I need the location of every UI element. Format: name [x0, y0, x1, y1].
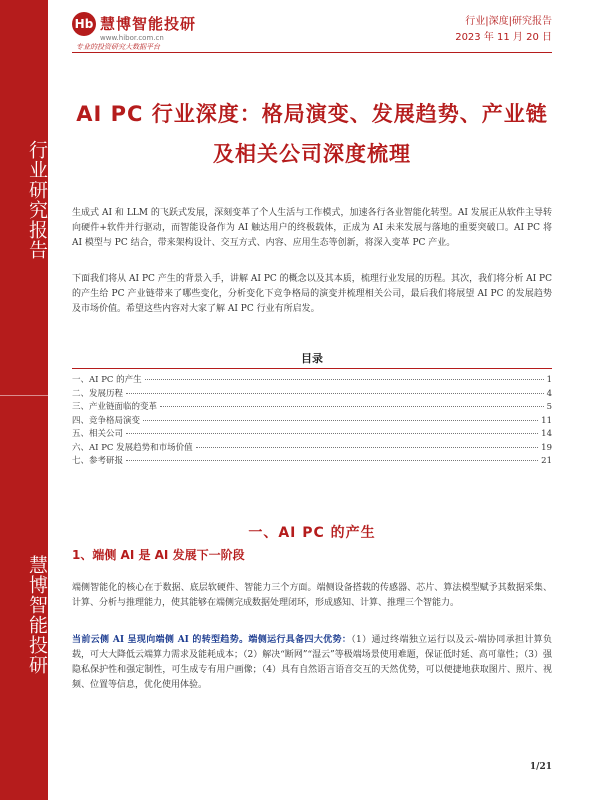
toc-leader [160, 406, 544, 407]
toc-item[interactable] [72, 415, 552, 429]
toc-item-label: 四、竞争格局演变 [72, 415, 141, 426]
toc-item-page: 1 [546, 375, 552, 385]
toc-item[interactable] [72, 455, 552, 469]
toc-title: 目录 [301, 352, 323, 365]
toc-item-page: 11 [541, 415, 552, 426]
paragraph-text: （1）通过终端独立运行以及云-端协同承担计算负载，可大大降低云端算力需求及能耗成本；（2）解决“断网”“湿云”等极端场景使用难题，保证低时延、高可靠性；（3）强隐私保护性和强定制性，可生成专有用户画像；（4）具有自然语言语音交互的天然优势，可以便捷地获取图片、照片、视频、位置等信息，优化使用体验。 [72, 635, 553, 690]
toc-item[interactable] [72, 442, 552, 456]
sidebar-top-label: 行业研究报告 [26, 140, 48, 260]
section-heading: 一、AI PC 的产生 [248, 525, 376, 541]
toc-rule [72, 368, 552, 369]
header-meta [455, 14, 552, 46]
toc-item[interactable] [72, 428, 552, 442]
toc-item-page: 14 [541, 429, 552, 439]
logo-url: www.hibor.com.cn [100, 34, 164, 42]
toc-item-label: 一、AI PC 的产生 [72, 375, 142, 385]
section-paragraph-2 [72, 633, 552, 693]
toc-item-page: 4 [546, 388, 552, 399]
toc-leader [196, 447, 539, 448]
toc-item[interactable] [72, 388, 552, 402]
logo [72, 12, 212, 51]
toc-item-label: 七、参考研报 [72, 456, 124, 466]
toc-leader [143, 420, 538, 421]
sidebar [0, 0, 48, 800]
toc-leader [126, 433, 538, 434]
section-paragraph-1: 端侧智能化的核心在于数据、底层软硬件、智能力三个方面。端侧设备搭载的传感器、芯片、算法模型赋予其数据采集、计算、分析与推理能力，使其能够在端侧完成数据处理闭环，形成感知、计算、推理三个智能力。 [72, 583, 552, 608]
report-date: 2023 年 11 月 20 日 [455, 32, 552, 43]
intro-paragraph-2: 下面我们将从 AI PC 产生的背景入手，讲解 AI PC 的概念以及其本质，梳理行业发展的历程。其次，我们将分析 AI PC 的产生给 PC 产业链带来了哪些变化，分析变化下竞争格局的演变并梳理相关公司，最后我们将展望 AI PC 的发展趋势及市场价值。希望这些内容对大家了解 AI PC 行业有所启发。 [72, 274, 552, 314]
toc-item-page: 19 [541, 442, 552, 453]
report-category: 行业|深度|研究报告 [465, 16, 552, 27]
toc-leader [145, 379, 544, 380]
logo-slogan: 专业的投资研究大数据平台 [76, 43, 160, 51]
toc-item-label: 二、发展历程 [72, 388, 124, 399]
page-title: AI PC 行业深度：格局演变、发展趋势、产业链及相关公司深度梳理 [76, 102, 548, 166]
sidebar-divider [0, 395, 48, 396]
header-rule [72, 52, 552, 53]
sidebar-bottom-label: 慧博智能投研 [26, 555, 48, 675]
toc-leader [126, 460, 538, 461]
intro-paragraph-1: 生成式 AI 和 LLM 的飞跃式发展，深刻变革了个人生活与工作模式，加速各行各业智能化转型。AI 发展正从软件主导转向硬件+软件并行驱动，而智能设备作为 AI 触达用户的终极载体，正成为 AI 未来发展与落地的重要突破口。AI PC 将 AI 模型与 PC 结合，带来架构设计、交互方式、内容、应用生态等创新，将深入变革 PC 产业。 [72, 208, 552, 248]
logo-name: 慧博智能投研 [100, 15, 197, 33]
toc-item[interactable] [72, 401, 552, 415]
toc-item-label: 六、AI PC 发展趋势和市场价值 [72, 442, 193, 453]
toc-item-label: 三、产业链面临的变革 [72, 402, 158, 412]
subsection-heading: 1、端侧 AI 是 AI 发展下一阶段 [72, 548, 245, 562]
logo-mark-icon: Hb [72, 12, 96, 36]
table-of-contents [72, 374, 552, 469]
toc-item-page: 5 [546, 402, 552, 412]
highlight-text: 当前云侧 AI 呈现向端侧 AI 的转型趋势。端侧运行具备四大优势： [72, 635, 352, 645]
toc-leader [126, 393, 544, 394]
toc-item-page: 21 [541, 456, 552, 466]
toc-item[interactable] [72, 374, 552, 388]
toc-item-label: 五、相关公司 [72, 429, 124, 439]
page-number: 1/21 [529, 762, 552, 772]
